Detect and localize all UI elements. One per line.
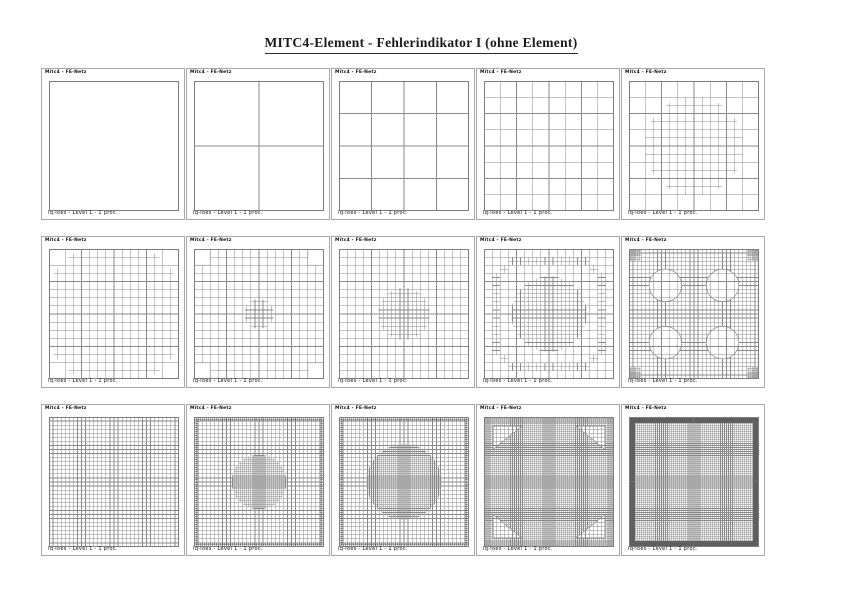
mesh-drawing (339, 249, 469, 379)
mesh-drawing (194, 417, 324, 547)
mesh-panel-6 (41, 236, 185, 388)
mesh-panel-15 (621, 404, 765, 556)
panel-bottom-label: lq-loes - Level 1 - 1 proc. (628, 546, 698, 552)
mesh-panel-5 (621, 68, 765, 220)
mesh-panel-2 (186, 68, 330, 220)
panel-bottom-label: lq-loes - Level 1 - 1 proc. (628, 378, 698, 384)
panel-bottom-label: lq-loes - Level 1 - 1 proc. (193, 210, 263, 216)
page-title: MITC4-Element - Fehlerindikator I (ohne Element) (265, 35, 578, 54)
mesh-panel-1 (41, 68, 185, 220)
panel-bottom-label: lq-loes - Level 1 - 1 proc. (48, 378, 118, 384)
mesh-drawing (339, 81, 469, 211)
mesh-panel-11 (41, 404, 185, 556)
panel-top-label: Mitc4 - FE-Netz (335, 70, 377, 75)
mesh-drawing (49, 249, 179, 379)
mesh-panel-4 (476, 68, 620, 220)
panel-top-label: Mitc4 - FE-Netz (45, 238, 87, 243)
mesh-panel-9 (476, 236, 620, 388)
panel-bottom-label: lq-loes - Level 1 - 1 proc. (483, 210, 553, 216)
mesh-drawing (629, 417, 759, 547)
panel-bottom-label: lq-loes - Level 1 - 1 proc. (193, 546, 263, 552)
panel-top-label: Mitc4 - FE-Netz (45, 406, 87, 411)
mesh-panel-7 (186, 236, 330, 388)
panel-top-label: Mitc4 - FE-Netz (480, 406, 522, 411)
panel-top-label: Mitc4 - FE-Netz (335, 406, 377, 411)
panel-top-label: Mitc4 - FE-Netz (190, 238, 232, 243)
panel-top-label: Mitc4 - FE-Netz (190, 70, 232, 75)
mesh-panel-13 (331, 404, 475, 556)
mesh-panel-grid (41, 68, 767, 556)
panel-top-label: Mitc4 - FE-Netz (480, 70, 522, 75)
panel-bottom-label: lq-loes - Level 1 - 1 proc. (48, 210, 118, 216)
panel-top-label: Mitc4 - FE-Netz (190, 406, 232, 411)
mesh-drawing (194, 249, 324, 379)
panel-top-label: Mitc4 - FE-Netz (480, 238, 522, 243)
mesh-drawing (49, 417, 179, 547)
panel-top-label: Mitc4 - FE-Netz (45, 70, 87, 75)
panel-bottom-label: lq-loes - Level 1 - 1 proc. (338, 378, 408, 384)
panel-bottom-label: lq-loes - Level 1 - 1 proc. (338, 546, 408, 552)
panel-bottom-label: lq-loes - Level 1 - 1 proc. (193, 378, 263, 384)
panel-bottom-label: lq-loes - Level 1 - 1 proc. (48, 546, 118, 552)
mesh-drawing (629, 249, 759, 379)
panel-top-label: Mitc4 - FE-Netz (625, 70, 667, 75)
mesh-drawing (484, 249, 614, 379)
panel-top-label: Mitc4 - FE-Netz (335, 238, 377, 243)
mesh-panel-14 (476, 404, 620, 556)
panel-bottom-label: lq-loes - Level 1 - 1 proc. (483, 546, 553, 552)
panel-top-label: Mitc4 - FE-Netz (625, 238, 667, 243)
mesh-drawing (484, 417, 614, 547)
mesh-drawing (339, 417, 469, 547)
panel-top-label: Mitc4 - FE-Netz (625, 406, 667, 411)
mesh-panel-10 (621, 236, 765, 388)
mesh-drawing (49, 81, 179, 211)
mesh-panel-8 (331, 236, 475, 388)
mesh-panel-3 (331, 68, 475, 220)
mesh-drawing (194, 81, 324, 211)
panel-bottom-label: lq-loes - Level 1 - 1 proc. (338, 210, 408, 216)
page-header (0, 34, 842, 54)
panel-bottom-label: lq-loes - Level 1 - 1 proc. (628, 210, 698, 216)
panel-bottom-label: lq-loes - Level 1 - 1 proc. (483, 378, 553, 384)
mesh-drawing (484, 81, 614, 211)
mesh-drawing (629, 81, 759, 211)
mesh-panel-12 (186, 404, 330, 556)
